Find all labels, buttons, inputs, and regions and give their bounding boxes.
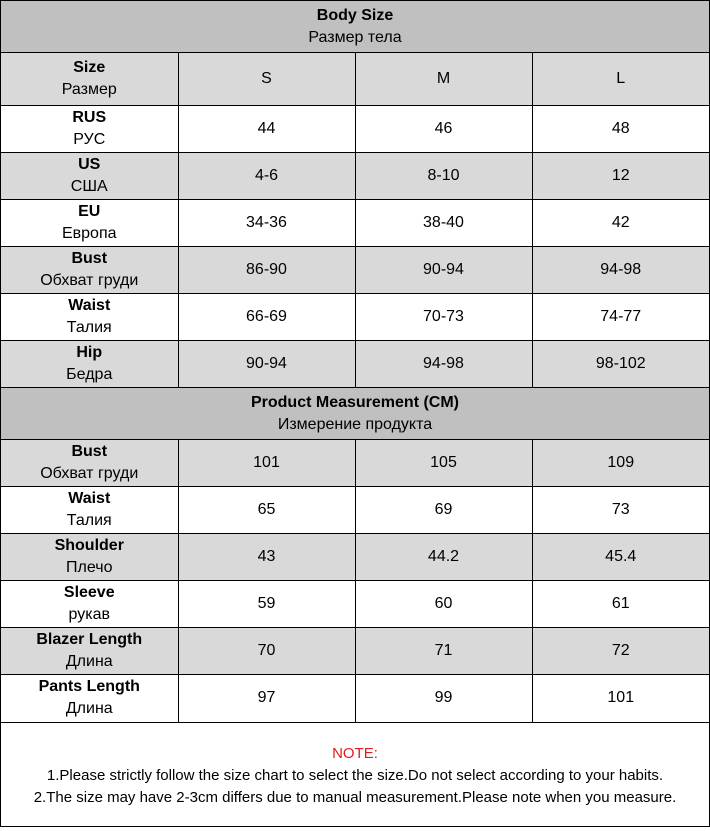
value-cell: 43 [178, 534, 355, 581]
row-sublabel: Плечо [66, 559, 113, 576]
row-label-cell [1, 487, 178, 534]
value-cell: 99 [355, 675, 532, 722]
row-label-cell [1, 675, 178, 722]
size-label-sub: Размер [61, 81, 117, 98]
table-row [1, 247, 709, 294]
value-cell: 98-102 [532, 341, 709, 388]
row-label-cell [1, 628, 178, 675]
size-header-row [1, 53, 709, 106]
row-label-cell [1, 294, 178, 341]
value-cell: 94-98 [532, 247, 709, 294]
value-cell: 70-73 [355, 294, 532, 341]
value-cell: 45.4 [532, 534, 709, 581]
value-cell: 101 [178, 440, 355, 487]
row-label: Waist [68, 297, 111, 314]
value-cell: 105 [355, 440, 532, 487]
row-sublabel: США [70, 178, 108, 195]
value-cell: 69 [355, 487, 532, 534]
row-label-cell [1, 341, 178, 388]
table-row [1, 440, 709, 487]
value-cell: 101 [532, 675, 709, 722]
row-label: Blazer Length [36, 631, 143, 648]
value-cell: 66-69 [178, 294, 355, 341]
table-row [1, 294, 709, 341]
row-label: Pants Length [38, 678, 140, 696]
note-section [1, 722, 709, 826]
row-label: EU [78, 203, 101, 220]
value-cell: 74-77 [532, 294, 709, 341]
body-size-title-cell [1, 1, 709, 53]
size-table [1, 1, 709, 722]
value-cell: 90-94 [355, 247, 532, 294]
value-cell: 34-36 [178, 200, 355, 247]
product-title: Product Measurement (CM) [250, 393, 460, 411]
row-label-cell [1, 106, 178, 153]
row-label-cell [1, 581, 178, 628]
value-cell: 44.2 [355, 534, 532, 581]
value-cell: 59 [178, 581, 355, 628]
size-label: Size [73, 59, 106, 76]
table-row [1, 341, 709, 388]
row-label: Bust [71, 250, 108, 267]
value-cell: 65 [178, 487, 355, 534]
row-label: Hip [76, 344, 103, 361]
row-label-cell [1, 200, 178, 247]
value-cell: 90-94 [178, 341, 355, 388]
row-label-cell [1, 534, 178, 581]
row-sublabel: Талия [66, 512, 112, 529]
row-sublabel: Длина [65, 700, 113, 718]
table-row [1, 534, 709, 581]
value-cell: 8-10 [355, 153, 532, 200]
row-sublabel: рукав [68, 606, 110, 623]
row-sublabel: Обхват груди [40, 465, 139, 482]
table-row [1, 675, 709, 722]
size-s-cell: S [178, 53, 355, 106]
note-line: 2.The size may have 2-3cm differs due to manual measurement.Please note when you measure. [33, 788, 677, 806]
row-label-cell [1, 440, 178, 487]
value-cell: 42 [532, 200, 709, 247]
body-size-header-row [1, 1, 709, 53]
value-cell: 94-98 [355, 341, 532, 388]
value-cell: 71 [355, 628, 532, 675]
value-cell: 46 [355, 106, 532, 153]
row-sublabel: Европа [61, 225, 117, 242]
value-cell: 12 [532, 153, 709, 200]
size-label-cell [1, 53, 178, 106]
row-label: Waist [68, 490, 111, 507]
table-row [1, 153, 709, 200]
note-title: NOTE: [332, 744, 378, 762]
row-sublabel: Обхват груди [40, 272, 139, 289]
row-sublabel: Талия [66, 319, 112, 336]
table-row [1, 581, 709, 628]
row-label: US [78, 156, 101, 173]
value-cell: 86-90 [178, 247, 355, 294]
product-header-row [1, 388, 709, 440]
note-line: 1.Please strictly follow the size chart to select the size.Do not select according to your habits. [46, 766, 664, 784]
row-label-cell [1, 247, 178, 294]
value-cell: 73 [532, 487, 709, 534]
value-cell: 109 [532, 440, 709, 487]
row-label: Bust [71, 443, 108, 460]
value-cell: 72 [532, 628, 709, 675]
table-row [1, 106, 709, 153]
body-size-subtitle: Размер тела [308, 28, 402, 46]
row-label-cell [1, 153, 178, 200]
body-size-title: Body Size [316, 6, 394, 24]
table-row [1, 628, 709, 675]
product-subtitle: Измерение продукта [277, 415, 433, 433]
value-cell: 38-40 [355, 200, 532, 247]
table-row [1, 487, 709, 534]
product-title-cell [1, 388, 709, 440]
size-m-cell: M [355, 53, 532, 106]
row-label: Sleeve [63, 584, 115, 601]
row-sublabel: РУС [73, 131, 106, 148]
value-cell: 4-6 [178, 153, 355, 200]
row-sublabel: Бедра [66, 366, 113, 383]
value-cell: 97 [178, 675, 355, 722]
size-l-cell: L [532, 53, 709, 106]
value-cell: 48 [532, 106, 709, 153]
value-cell: 60 [355, 581, 532, 628]
value-cell: 70 [178, 628, 355, 675]
row-sublabel: Длина [65, 653, 113, 670]
value-cell: 44 [178, 106, 355, 153]
value-cell: 61 [532, 581, 709, 628]
row-label: Shoulder [54, 537, 124, 554]
table-row [1, 200, 709, 247]
row-label: RUS [72, 109, 107, 126]
